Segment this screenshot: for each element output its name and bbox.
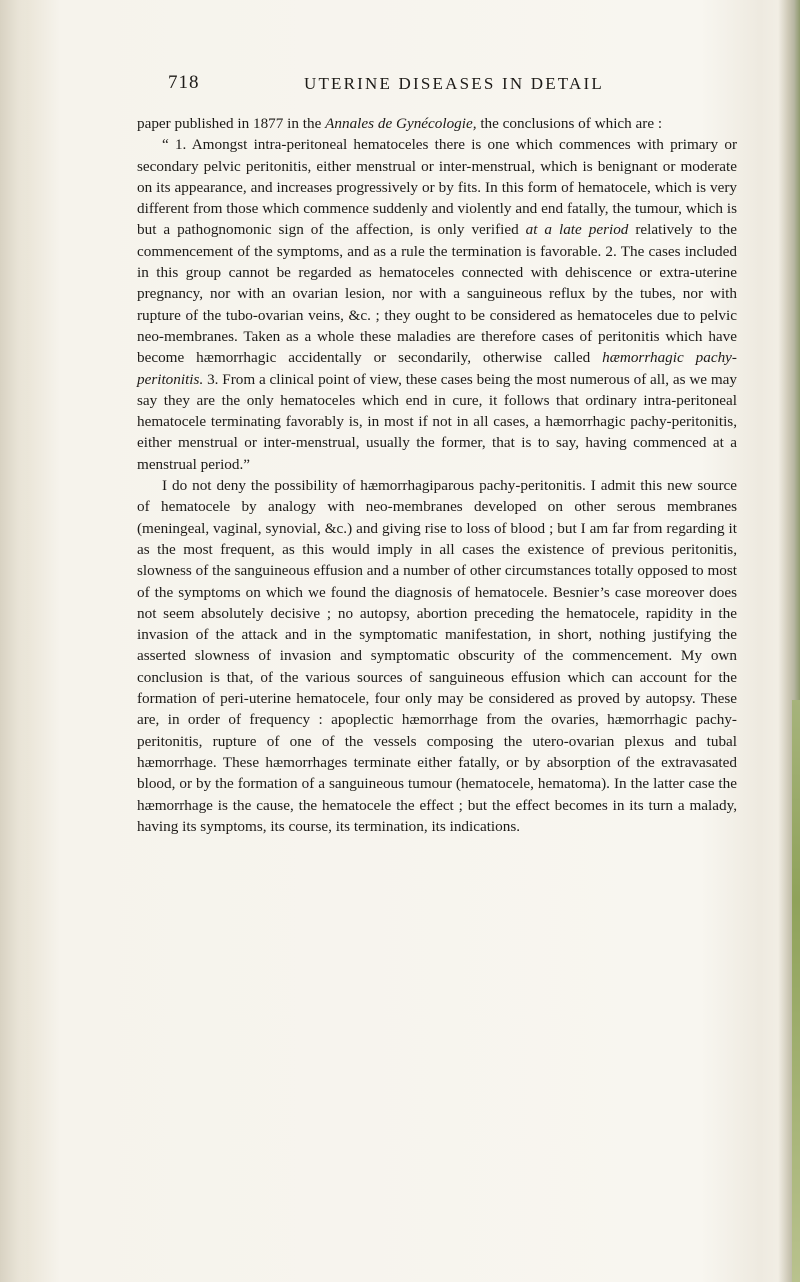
binding-shadow [0,0,30,1282]
p2-part-b: relatively to the commencement of the symptoms, and as a rule the termination is favorable. 2. The cases included in this group cannot be regarded as hematoceles connected with dehiscence or extra-uterine pregnancy, nor with an ovarian lesion, nor with a sanguineous reflux by the tubes, nor with rupture of the tubo-ovarian veins, &c. ; they ought to be considered as hematoceles due to pelvic neo-membranes. Taken as a whole these maladies are therefore cases of peritonitis which have become hæmorrhagic accidentally or secondarily, otherwise called [137,221,737,367]
p2-part-c: 3. From a clinical point of view, these cases being the most numerous of all, as we may say they are the only hematoceles which end in cure, it follows that ordinary intra-peritoneal hematocele terminating favorably is, in most if not in all cases, a hæmorrhagic pachy-peritonitis, either menstrual or inter-menstrual, usually the former, that is to say, having commenced at a menstrual period.” [137,370,737,473]
emphasis-late-period: at a late period [525,221,629,239]
paragraph-1 [137,113,737,134]
body-text [137,113,737,837]
page-number: 718 [168,72,200,93]
paragraph-2 [137,134,737,475]
running-head: UTERINE DISEASES IN DETAIL [304,74,604,93]
p2-part-a: “ 1. Amongst intra-peritoneal hematoceles there is one which commences with primary or secondary pelvic peritonitis, either menstrual or inter-menstrual, which is benignant or moderate on its appearance, and increases progressively or by fits. In this form of hematocele, which is very different from those which commence suddenly and violently and end fatally, the tumour, which is but a pathognomonic sign of the affection, is only verified [137,136,737,239]
page-header [168,72,728,100]
p1-rest: the conclusions of which are : [476,115,663,132]
journal-title: Annales de Gynécologie, [325,115,477,132]
p1-intro: paper published in 1877 in the [137,115,326,132]
paragraph-3: I do not deny the possibility of hæmorrhagiparous pachy-peritonitis. I admit this new source of hematocele by analogy with neo-membranes developed on other serous membranes (meningeal, vaginal, synovial, &c.) and giving rise to loss of blood ; but I am far from regarding it as the most frequent, as this would imply in all cases the existence of previous peritonitis, slowness of the sanguineous effusion and a number of other circumstances totally opposed to most of the symptoms on which we found the diagnosis of hematocele. Besnier’s case moreover does not seem absolutely decisive ; no autopsy, abortion preceding the hematocele, rapidity in the invasion of the attack and in the symptomatic manifestation, in short, nothing justifying the asserted slowness of invasion and symptomatic obscurity of the commencement. My own conclusion is that, of the various sources of sanguineous effusion which can account for the formation of peri-uterine hematocele, four only may be considered as proved by autopsy. These are, in order of frequency : apoplectic hæmorrhage from the ovaries, hæmorrhagic pachy-peritonitis, rupture of one of the vessels composing the utero-ovarian plexus and tubal hæmorrhage. These hæmorrhages terminate either fatally, or by absorption of the extravasated blood, or by the formation of a sanguineous tumour (hematocele, hematoma). In the latter case the hæmorrhage is the cause, the hematocele the effect ; but the effect becomes in its turn a malady, having its symptoms, its course, its termination, its indications. [137,477,737,835]
emphasis-pachy-peritonitis: hæmorrhagic pachy-peritonitis. [137,349,737,388]
page-edge [778,0,800,1282]
